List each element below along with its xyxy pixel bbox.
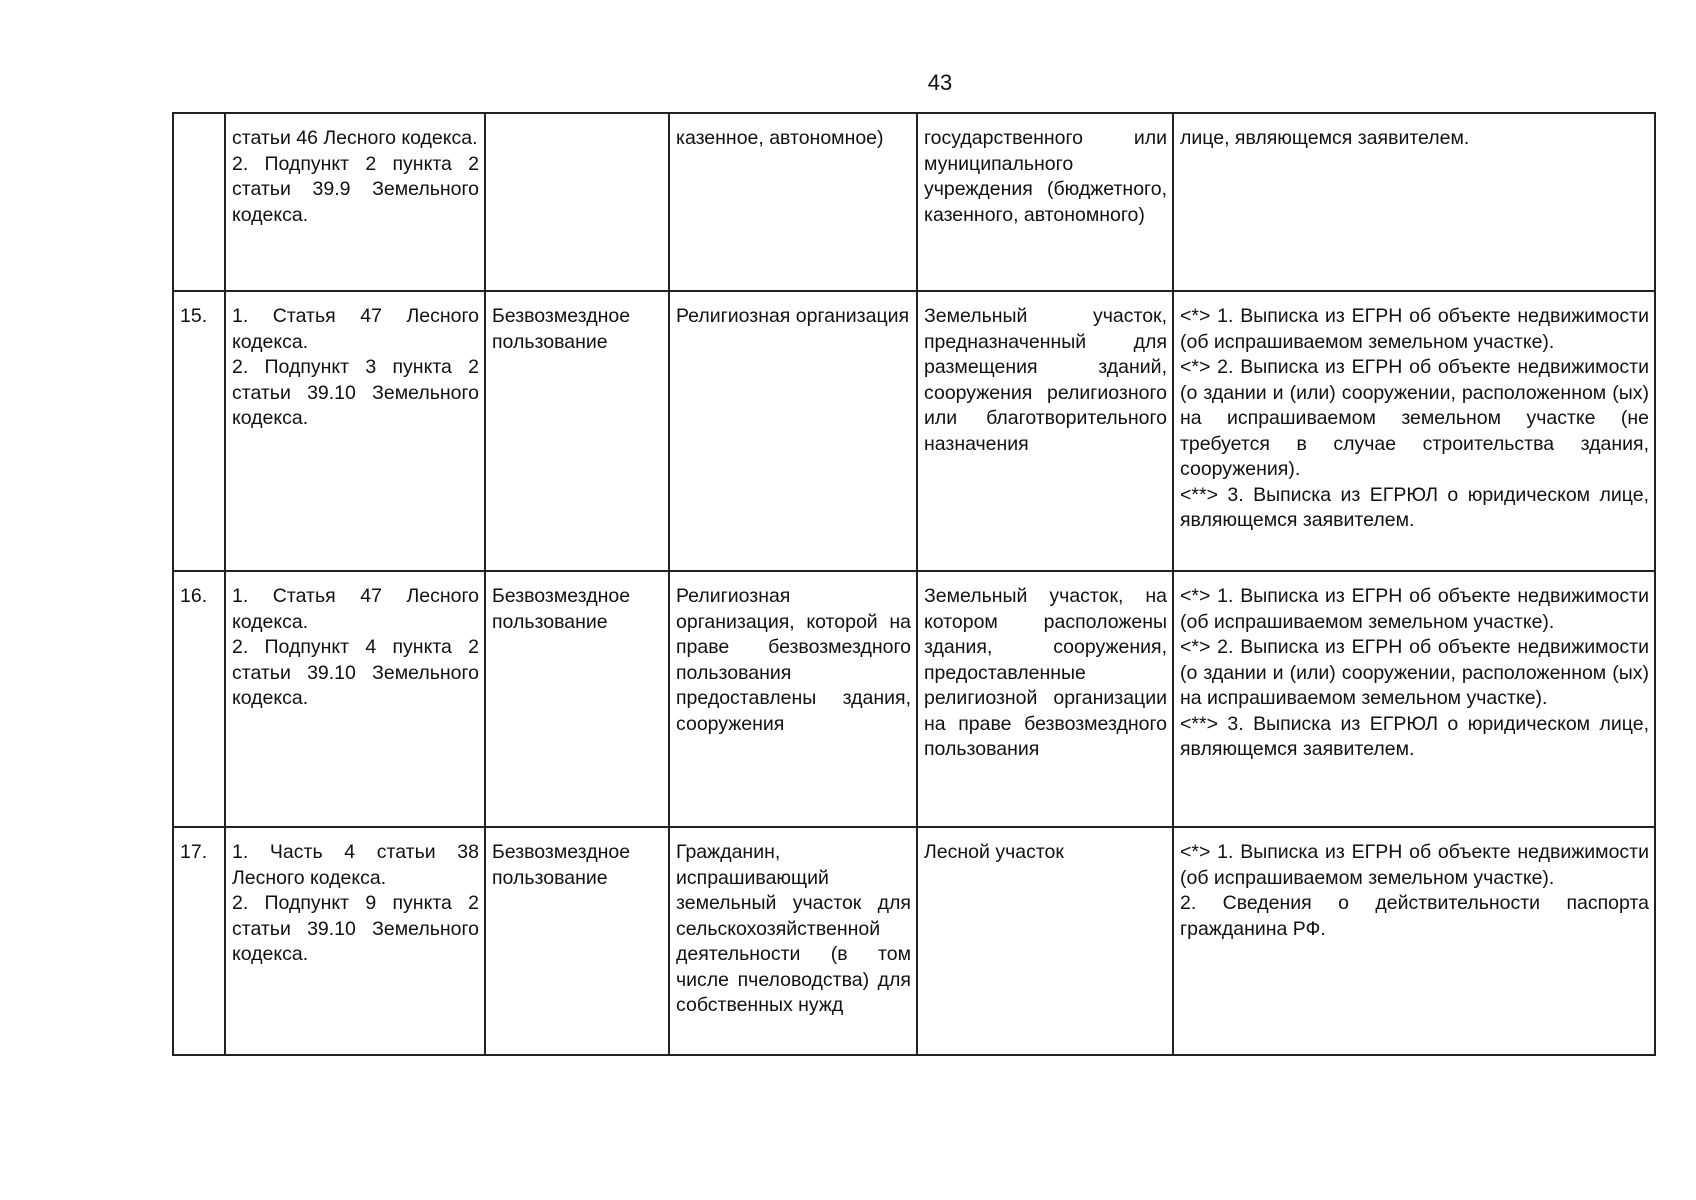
legal-basis-item: 2. Подпункт 9 пункта 2 статьи 39.10 Земельного кодекса.: [232, 892, 479, 965]
legal-basis-item: 1. Статья 47 Лесного кодекса.: [232, 305, 479, 353]
applicant-cell: казенное, автономное): [669, 113, 917, 291]
document-item: <**> 3. Выписка из ЕГРЮЛ о юридическом лице, являющемся заявителем.: [1180, 712, 1649, 760]
right-type-cell: Безвозмездное пользование: [485, 291, 669, 571]
table-row: [173, 291, 1655, 571]
legal-basis-item: 2. Подпункт 3 пункта 2 статьи 39.10 Земельного кодекса.: [232, 356, 479, 429]
legal-basis-item: статьи 46 Лесного кодекса.: [232, 127, 478, 149]
documents-cell: [1173, 827, 1655, 1055]
legal-basis-cell: [225, 113, 485, 291]
applicant-cell: Религиозная организация: [669, 291, 917, 571]
legal-basis-cell: [225, 827, 485, 1055]
row-number-cell: 17.: [173, 827, 225, 1055]
document-item: лице, являющемся заявителем.: [1180, 127, 1470, 149]
table-row: [173, 827, 1655, 1055]
document-item: <*> 1. Выписка из ЕГРН об объекте недвижимости (об испрашиваемом земельном участке).: [1180, 305, 1649, 353]
document-item: <*> 1. Выписка из ЕГРН об объекте недвижимости (об испрашиваемом земельном участке).: [1180, 841, 1649, 889]
document-item: <*> 2. Выписка из ЕГРН об объекте недвижимости (о здании и (или) сооружении, расположенном (ых) на испрашиваемом земельном участке).: [1180, 636, 1649, 709]
applicant-cell: Гражданин, испрашивающий земельный участок для сельскохозяйственной деятельности (в том числе пчеловодства) для собственных нужд: [669, 827, 917, 1055]
document-item: 2. Сведения о действительности паспорта гражданина РФ.: [1180, 892, 1649, 940]
table-row: [173, 571, 1655, 827]
document-item: <*> 2. Выписка из ЕГРН об объекте недвижимости (о здании и (или) сооружении, расположенном (ых) на испрашиваемом земельном участке (не требуется в случае строительства здания, сооружения).: [1180, 356, 1649, 480]
legal-basis-cell: [225, 291, 485, 571]
legal-basis-item: 1. Часть 4 статьи 38 Лесного кодекса.: [232, 841, 479, 889]
land-plot-cell: Земельный участок, на котором расположены здания, сооружения, предоставленные религиозной организации на праве безвозмездного пользования: [917, 571, 1173, 827]
right-type-cell: Безвозмездное пользование: [485, 827, 669, 1055]
document-item: <*> 1. Выписка из ЕГРН об объекте недвижимости (об испрашиваемом земельном участке).: [1180, 585, 1649, 633]
documents-cell: [1173, 571, 1655, 827]
legal-basis-item: 2. Подпункт 2 пункта 2 статьи 39.9 Земельного кодекса.: [232, 152, 479, 226]
right-type-cell: [485, 113, 669, 291]
right-type-cell: Безвозмездное пользование: [485, 571, 669, 827]
documents-cell: [1173, 291, 1655, 571]
legal-basis-item: 1. Статья 47 Лесного кодекса.: [232, 585, 479, 633]
land-plot-cell: государственного или муниципального учреждения (бюджетного, казенного, автономного): [917, 113, 1173, 291]
table-row: [173, 113, 1655, 291]
documents-cell: [1173, 113, 1655, 291]
row-number-cell: 16.: [173, 571, 225, 827]
land-plot-cell: Земельный участок, предназначенный для размещения зданий, сооружения религиозного или благотворительного назначения: [917, 291, 1173, 571]
row-number-cell: [173, 113, 225, 291]
legal-basis-cell: [225, 571, 485, 827]
legal-basis-item: 2. Подпункт 4 пункта 2 статьи 39.10 Земельного кодекса.: [232, 636, 479, 709]
applicant-cell: Религиозная организация, которой на праве безвозмездного пользования предоставлены здания, сооружения: [669, 571, 917, 827]
land-plot-cell: Лесной участок: [917, 827, 1173, 1055]
row-number-cell: 15.: [173, 291, 225, 571]
page-number: 43: [927, 70, 953, 95]
document-table: [172, 112, 1656, 1056]
document-item: <**> 3. Выписка из ЕГРЮЛ о юридическом лице, являющемся заявителем.: [1180, 483, 1649, 531]
